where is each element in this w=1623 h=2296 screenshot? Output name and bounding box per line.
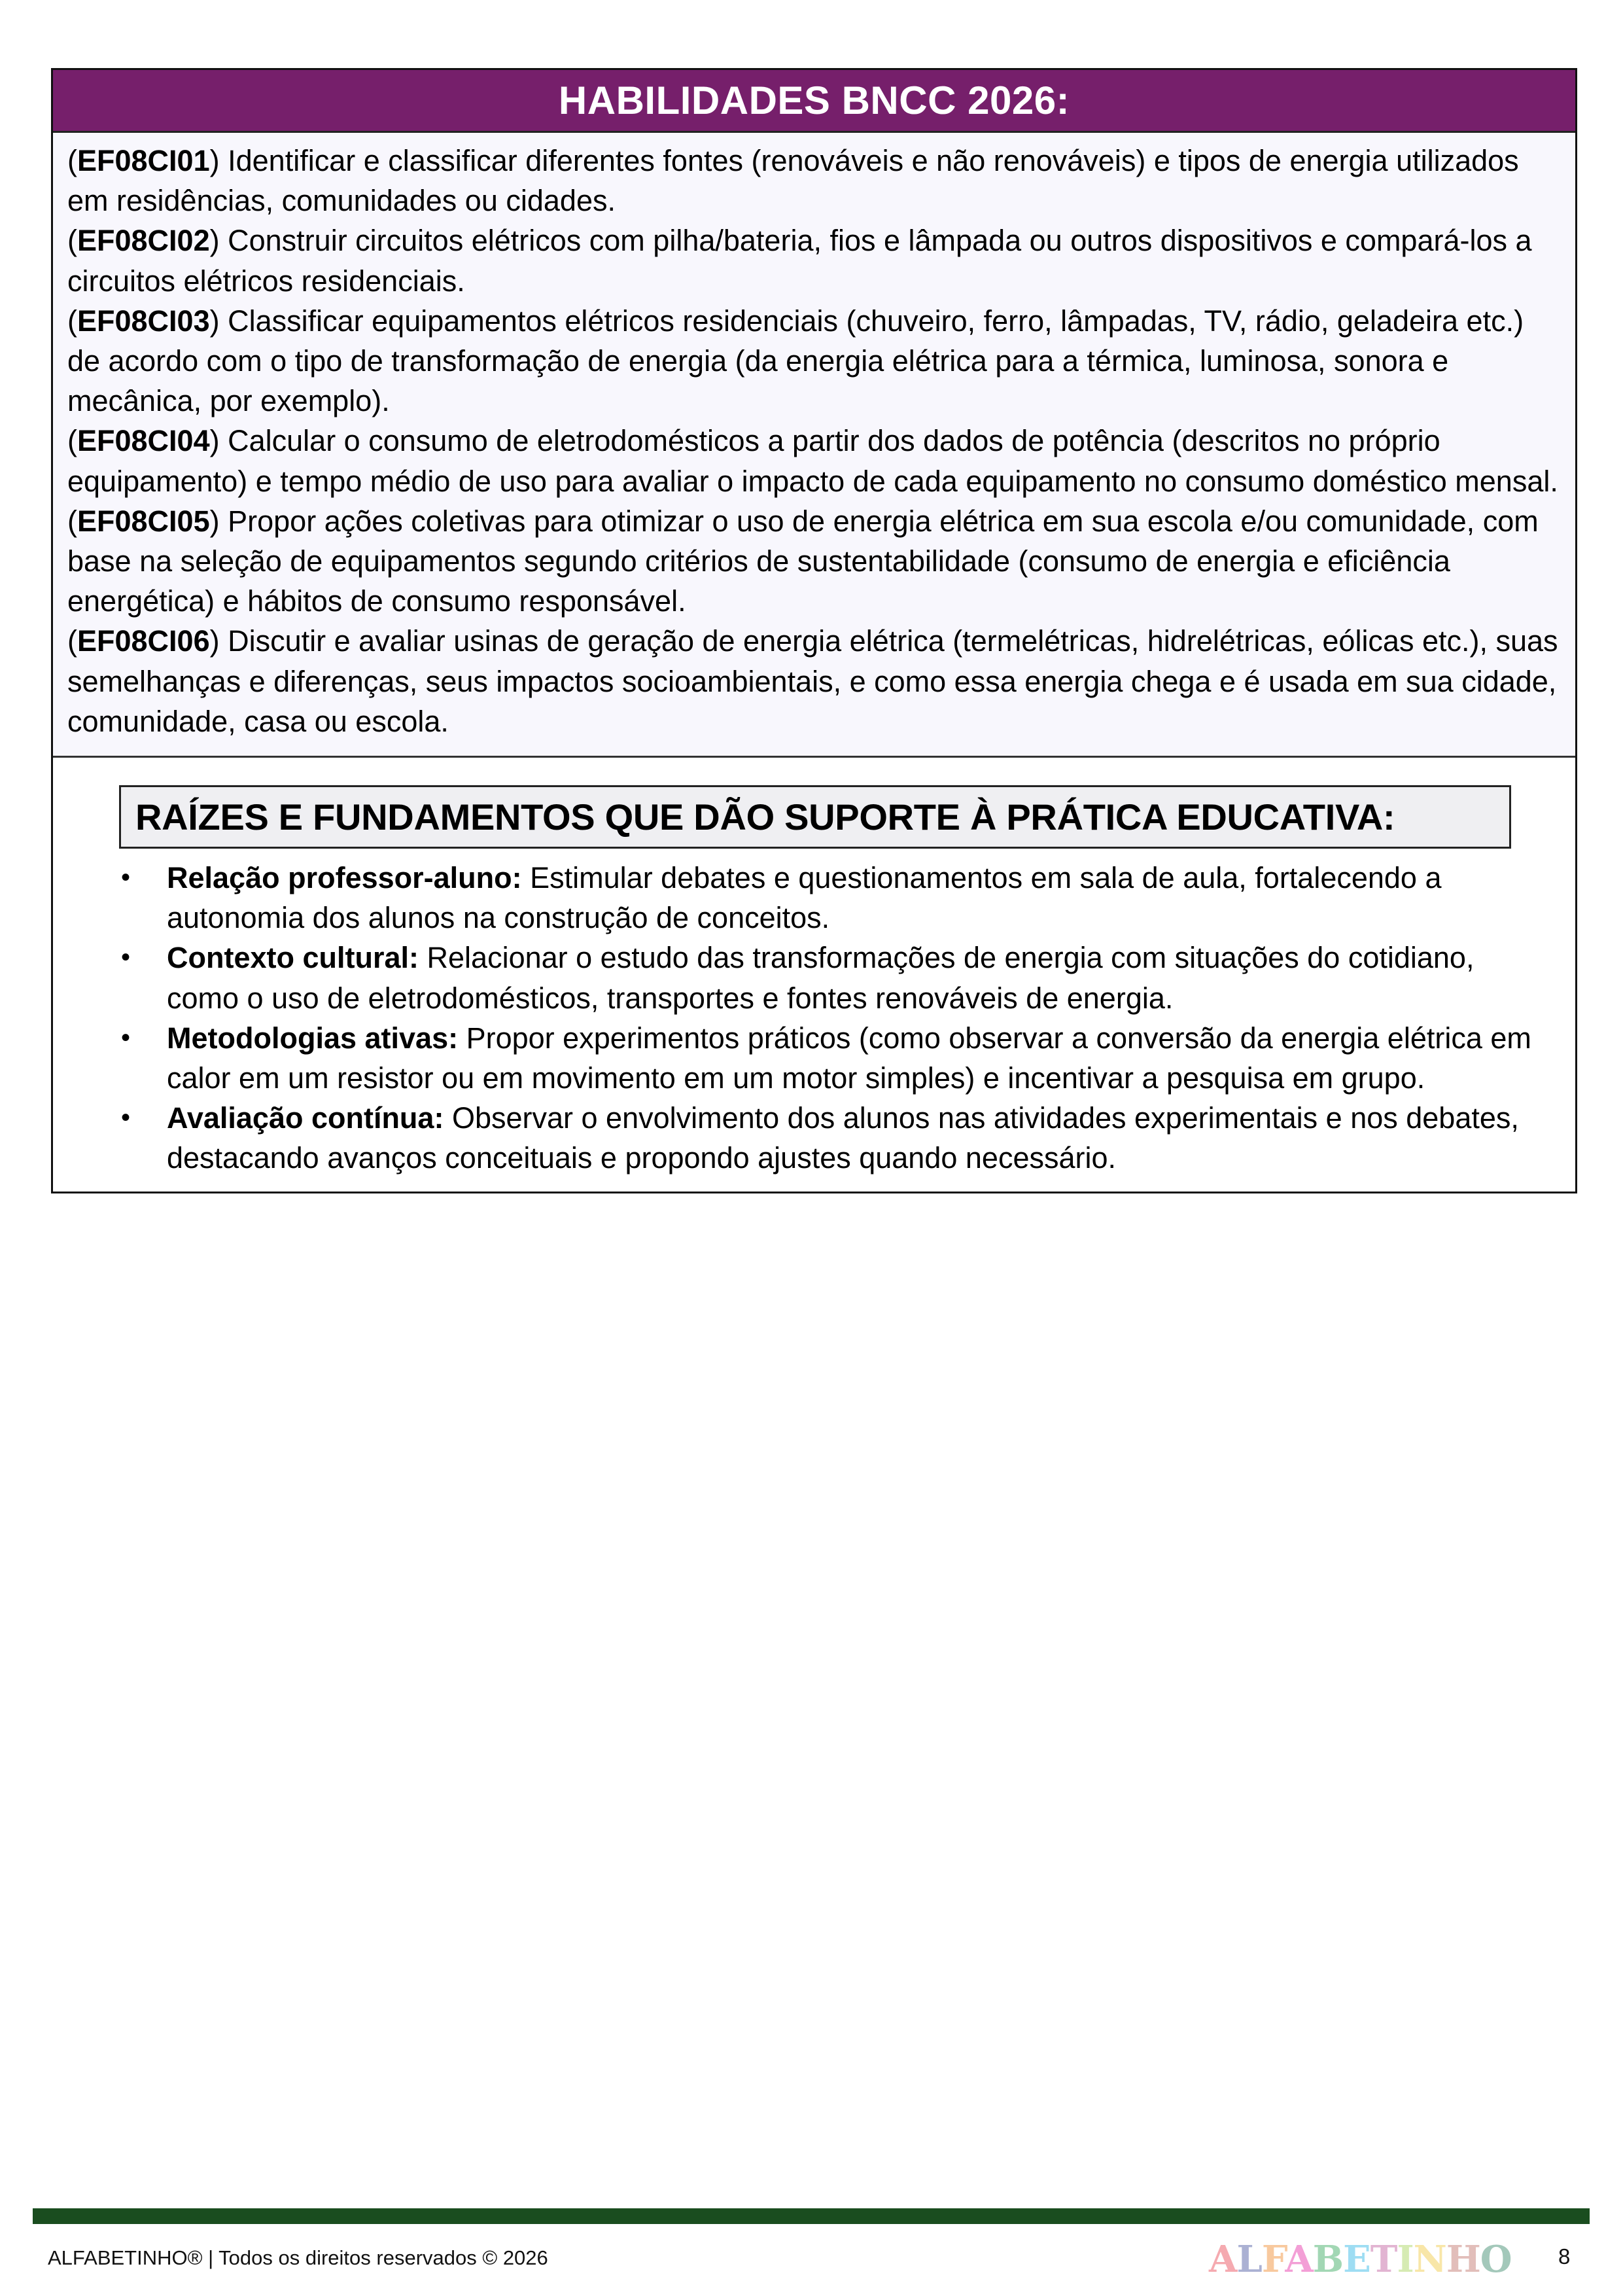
roots-list [66,858,1562,1178]
skill-text: Classificar equipamentos elétricos residenciais (chuveiro, ferro, lâmpadas, TV, rádio, geladeira etc.) de acordo com o tipo de transformação de energia (da energia elétrica para a térmica, luminosa, sonora e mecânica, por exemplo). [67,304,1524,418]
skill-code: EF08CI05 [77,504,210,538]
skill-text: Discutir e avaliar usinas de geração de energia elétrica (termelétricas, hidrelétricas, eólicas etc.), suas semelhanças e diferenças, seus impactos socioambientais, e como essa energia chega e é usada em sua cidade, comunidade, casa ou escola. [67,624,1558,738]
roots-item-label: Metodologias ativas: [167,1021,459,1055]
roots-item [66,1018,1562,1098]
roots-item-label: Avaliação contínua: [167,1101,444,1135]
skill-item: (EF08CI02) Construir circuitos elétricos com pilha/bateria, fios e lâmpada ou outros dispositivos e compará-los a circuitos elétricos residenciais. [67,224,1532,298]
roots-title-box [119,785,1511,849]
roots-item [66,938,1562,1017]
logo-letter: I [1397,2238,1414,2281]
skills-header [53,70,1575,133]
logo-letter: L [1236,2238,1262,2281]
skill-code: EF08CI06 [77,624,210,658]
logo-letter: H [1446,2238,1480,2281]
logo-letter: F [1261,2238,1285,2281]
logo-letter: E [1343,2238,1370,2281]
logo-letter: A [1209,2238,1237,2281]
roots-title: RAÍZES E FUNDAMENTOS QUE DÃO SUPORTE À PRÁTICA EDUCATIVA: [135,796,1395,838]
skill-text: Calcular o consumo de eletrodomésticos a partir dos dados de potência (descritos no próprio equipamento) e tempo médio de uso para avaliar o impacto de cada equipamento no consumo doméstico mensal. [67,424,1558,498]
content-table [51,68,1577,1193]
logo-letter: N [1413,2238,1446,2281]
skill-text: Construir circuitos elétricos com pilha/bateria, fios e lâmpada ou outros dispositivos e compará-los a circuitos elétricos residenciais. [67,224,1532,298]
skill-item: (EF08CI04) Calcular o consumo de eletrodomésticos a partir dos dados de potência (descritos no próprio equipamento) e tempo médio de uso para avaliar o impacto de cada equipamento no consumo doméstico mensal. [67,424,1558,498]
skills-title: HABILIDADES BNCC 2026: [558,79,1070,122]
skill-code: EF08CI02 [77,224,210,258]
roots-section [53,758,1575,1192]
bullet-icon: • [121,1103,131,1133]
roots-item-text: Estimular debates e questionamentos em sala de aula, fortalecendo a autonomia dos alunos na construção de conceitos. [167,861,1442,935]
page-number: 8 [1558,2244,1571,2269]
skill-text: Propor ações coletivas para otimizar o uso de energia elétrica em sua escola e/ou comunidade, com base na seleção de equipamentos segundo critérios de sustentabilidade (consumo de energia e eficiência energética) e hábitos de consumo responsável. [67,504,1539,618]
roots-item-text: Relacionar o estudo das transformações de energia com situações do cotidiano, como o uso de eletrodomésticos, transportes e fontes renováveis de energia. [167,941,1475,1015]
skill-item: (EF08CI01) Identificar e classificar diferentes fontes (renováveis e não renováveis) e tipos de energia utilizados em residências, comunidades ou cidades. [67,144,1519,218]
skill-text: Identificar e classificar diferentes fontes (renováveis e não renováveis) e tipos de energia utilizados em residências, comunidades ou cidades. [67,144,1519,218]
logo-letter: B [1312,2238,1344,2281]
skill-item: (EF08CI05) Propor ações coletivas para otimizar o uso de energia elétrica em sua escola e/ou comunidade, com base na seleção de equipamentos segundo critérios de sustentabilidade (consumo de energia e eficiência energética) e hábitos de consumo responsável. [67,504,1539,618]
skills-list [53,133,1575,758]
bullet-icon: • [121,1023,131,1052]
bullet-icon: • [121,943,131,972]
skill-item: (EF08CI06) Discutir e avaliar usinas de geração de energia elétrica (termelétricas, hidrelétricas, eólicas etc.), suas semelhanças e diferenças, seus impactos socioambientais, e como essa energia chega e é usada em sua cidade, comunidade, casa ou escola. [67,624,1558,738]
footer-copyright: ALFABETINHO® | Todos os direitos reservados © 2026 [48,2246,548,2269]
logo-letter: A [1285,2238,1313,2281]
skill-code: EF08CI01 [77,144,210,177]
roots-item [66,1098,1562,1178]
roots-item-text: Observar o envolvimento dos alunos nas atividades experimentais e nos debates, destacando avanços conceituais e propondo ajustes quando necessário. [167,1101,1519,1175]
logo-letter: O [1480,2238,1512,2281]
skill-item: (EF08CI03) Classificar equipamentos elétricos residenciais (chuveiro, ferro, lâmpadas, TV, rádio, geladeira etc.) de acordo com o tipo de transformação de energia (da energia elétrica para a térmica, luminosa, sonora e mecânica, por exemplo). [67,304,1524,418]
skill-code: EF08CI04 [77,424,210,458]
bullet-icon: • [121,863,131,892]
roots-item-label: Contexto cultural: [167,941,419,975]
roots-item-label: Relação professor-aluno: [167,861,522,895]
roots-item-text: Propor experimentos práticos (como observar a conversão da energia elétrica em calor em um resistor ou em movimento em um motor simples) e incentivar a pesquisa em grupo. [167,1021,1531,1095]
logo-letter: T [1370,2238,1397,2281]
brand-logo [1209,2238,1512,2281]
roots-item [66,858,1562,938]
skill-code: EF08CI03 [77,304,210,338]
footer-divider-bar [33,2208,1590,2224]
